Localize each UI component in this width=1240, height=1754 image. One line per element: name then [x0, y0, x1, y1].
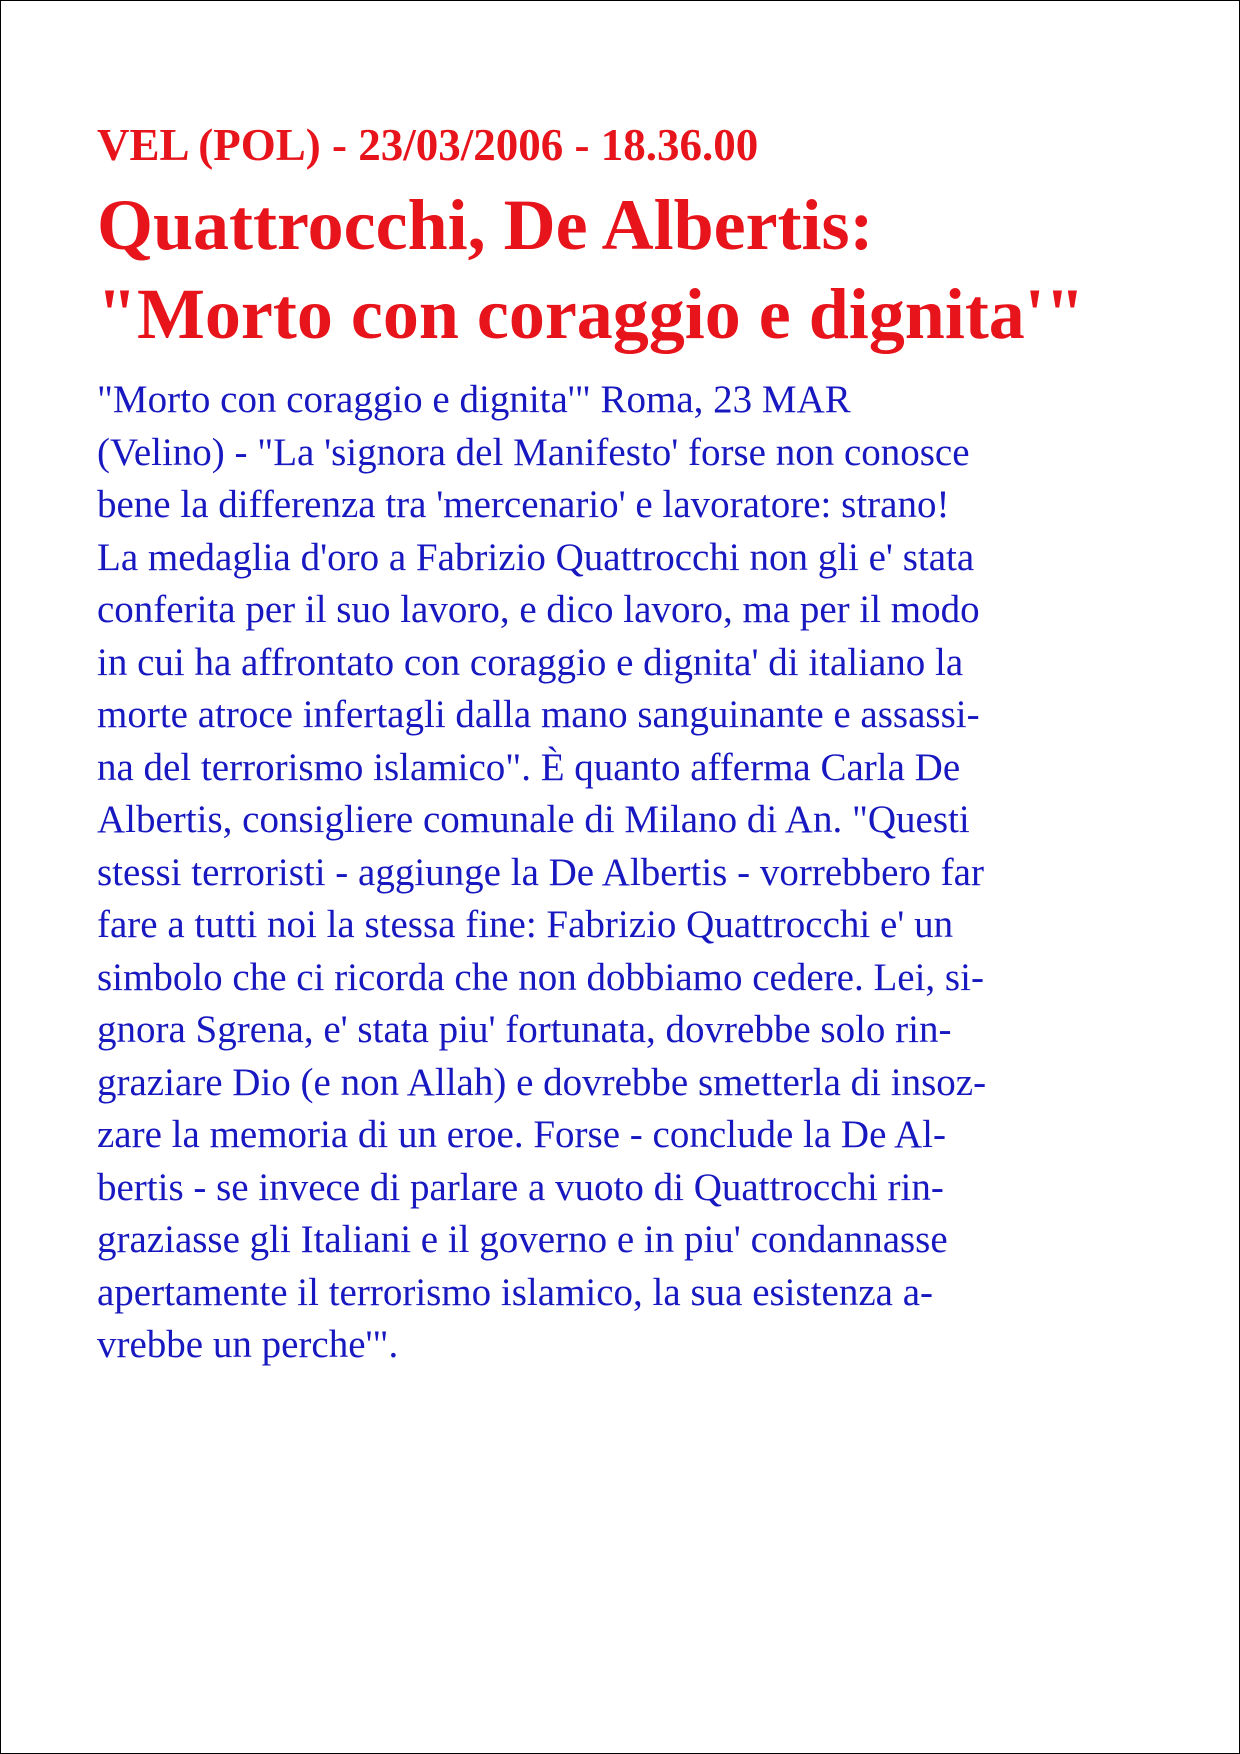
headline-line: Quattrocchi, De Albertis: — [97, 185, 874, 265]
body-line: La medaglia d'oro a Fabrizio Quattrocchi non gli e' stata — [97, 535, 975, 579]
body-line: simbolo che ci ricorda che non dobbiamo cedere. Lei, si- — [97, 955, 984, 999]
body-line: conferita per il suo lavoro, e dico lavoro, ma per il modo — [97, 588, 980, 631]
body-line: zare la memoria di un eroe. Forse - conclude la De Al- — [97, 1113, 946, 1156]
body-line: morte atroce infertagli dalla mano sanguinante e assassi- — [97, 693, 980, 736]
dateline: VEL (POL) - 23/03/2006 - 18.36.00 — [97, 120, 759, 170]
body-line: stessi terroristi - aggiunge la De Albertis - vorrebbero far — [97, 850, 984, 894]
body-line: (Velino) - "La 'signora del Manifesto' forse non conosce — [97, 430, 970, 474]
body-line: Albertis, consigliere comunale di Milano di An. "Questi — [97, 798, 970, 841]
headline — [97, 181, 1085, 359]
body-line: na del terrorismo islamico". È quanto afferma Carla De — [97, 745, 961, 789]
body-line: gnora Sgrena, e' stata piu' fortunata, dovrebbe solo rin- — [97, 1008, 952, 1051]
body-line: graziare Dio (e non Allah) e dovrebbe smetterla di insoz- — [97, 1060, 987, 1104]
body-line: fare a tutti noi la stessa fine: Fabrizio Quattrocchi e' un — [97, 903, 954, 946]
article-body — [97, 374, 1157, 1372]
body-line: apertamente il terrorismo islamico, la sua esistenza a- — [97, 1270, 934, 1314]
body-line: in cui ha affrontato con coraggio e dignita' di italiano la — [97, 640, 964, 684]
body-line: bertis - se invece di parlare a vuoto di Quattrocchi rin- — [97, 1165, 944, 1209]
body-line: vrebbe un perche'". — [97, 1323, 399, 1366]
headline-line: "Morto con coraggio e dignita'" — [97, 274, 1085, 354]
body-line: graziasse gli Italiani e il governo e in piu' condannasse — [97, 1218, 948, 1261]
body-line: "Morto con coraggio e dignita'" Roma, 23 MAR — [97, 378, 851, 421]
body-line: bene la differenza tra 'mercenario' e lavoratore: strano! — [97, 483, 950, 526]
